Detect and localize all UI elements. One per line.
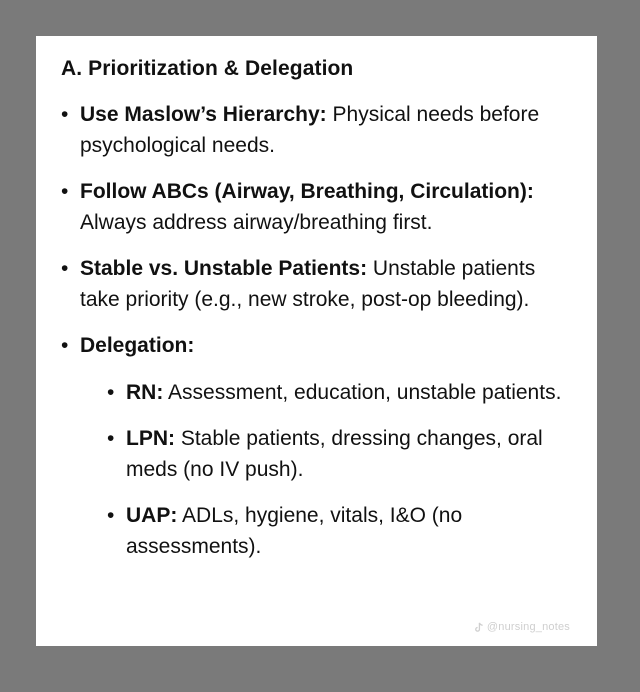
item-label: UAP: <box>126 504 178 527</box>
tiktok-icon <box>473 622 484 633</box>
item-text: Physical needs before psychological needs. <box>80 103 540 157</box>
item-label: Use Maslow’s Hierarchy: <box>80 103 327 126</box>
bullet: • <box>61 180 69 203</box>
bullet: • <box>61 257 69 280</box>
item-label: Follow ABCs (Airway, Breathing, Circulation): <box>80 180 534 203</box>
watermark <box>473 621 570 633</box>
list-item-delegation <box>61 331 577 562</box>
item-text: Stable patients, dressing changes, oral meds (no IV push). <box>126 427 543 481</box>
item-label: Delegation: <box>80 334 195 357</box>
item-text: ADLs, hygiene, vitals, I&O (no assessments). <box>126 504 463 558</box>
item-label: LPN: <box>126 427 175 450</box>
item-label: Stable vs. Unstable Patients: <box>80 257 368 280</box>
item-label: RN: <box>126 380 164 404</box>
section-heading: A. Prioritization & Delegation <box>61 57 354 80</box>
bullet: • <box>107 380 115 404</box>
item-text: Always address airway/breathing first. <box>80 210 433 234</box>
list-item-stable-unstable <box>61 254 577 315</box>
delegation-sublist <box>107 378 577 563</box>
item-text: Assessment, education, unstable patients. <box>163 380 562 404</box>
item-text: Unstable patients take priority (e.g., new stroke, post-op bleeding). <box>80 257 536 311</box>
bullet: • <box>107 504 115 527</box>
watermark-text: @nursing_notes <box>486 621 570 633</box>
bullet: • <box>61 334 69 357</box>
bullet: • <box>61 103 69 126</box>
sub-item-lpn <box>107 424 577 485</box>
note-card <box>36 36 597 646</box>
list-item-abcs <box>61 177 577 238</box>
sub-item-rn <box>107 378 577 409</box>
list-item-maslow <box>61 100 577 161</box>
sub-item-uap <box>107 501 577 562</box>
bullet: • <box>107 427 115 450</box>
